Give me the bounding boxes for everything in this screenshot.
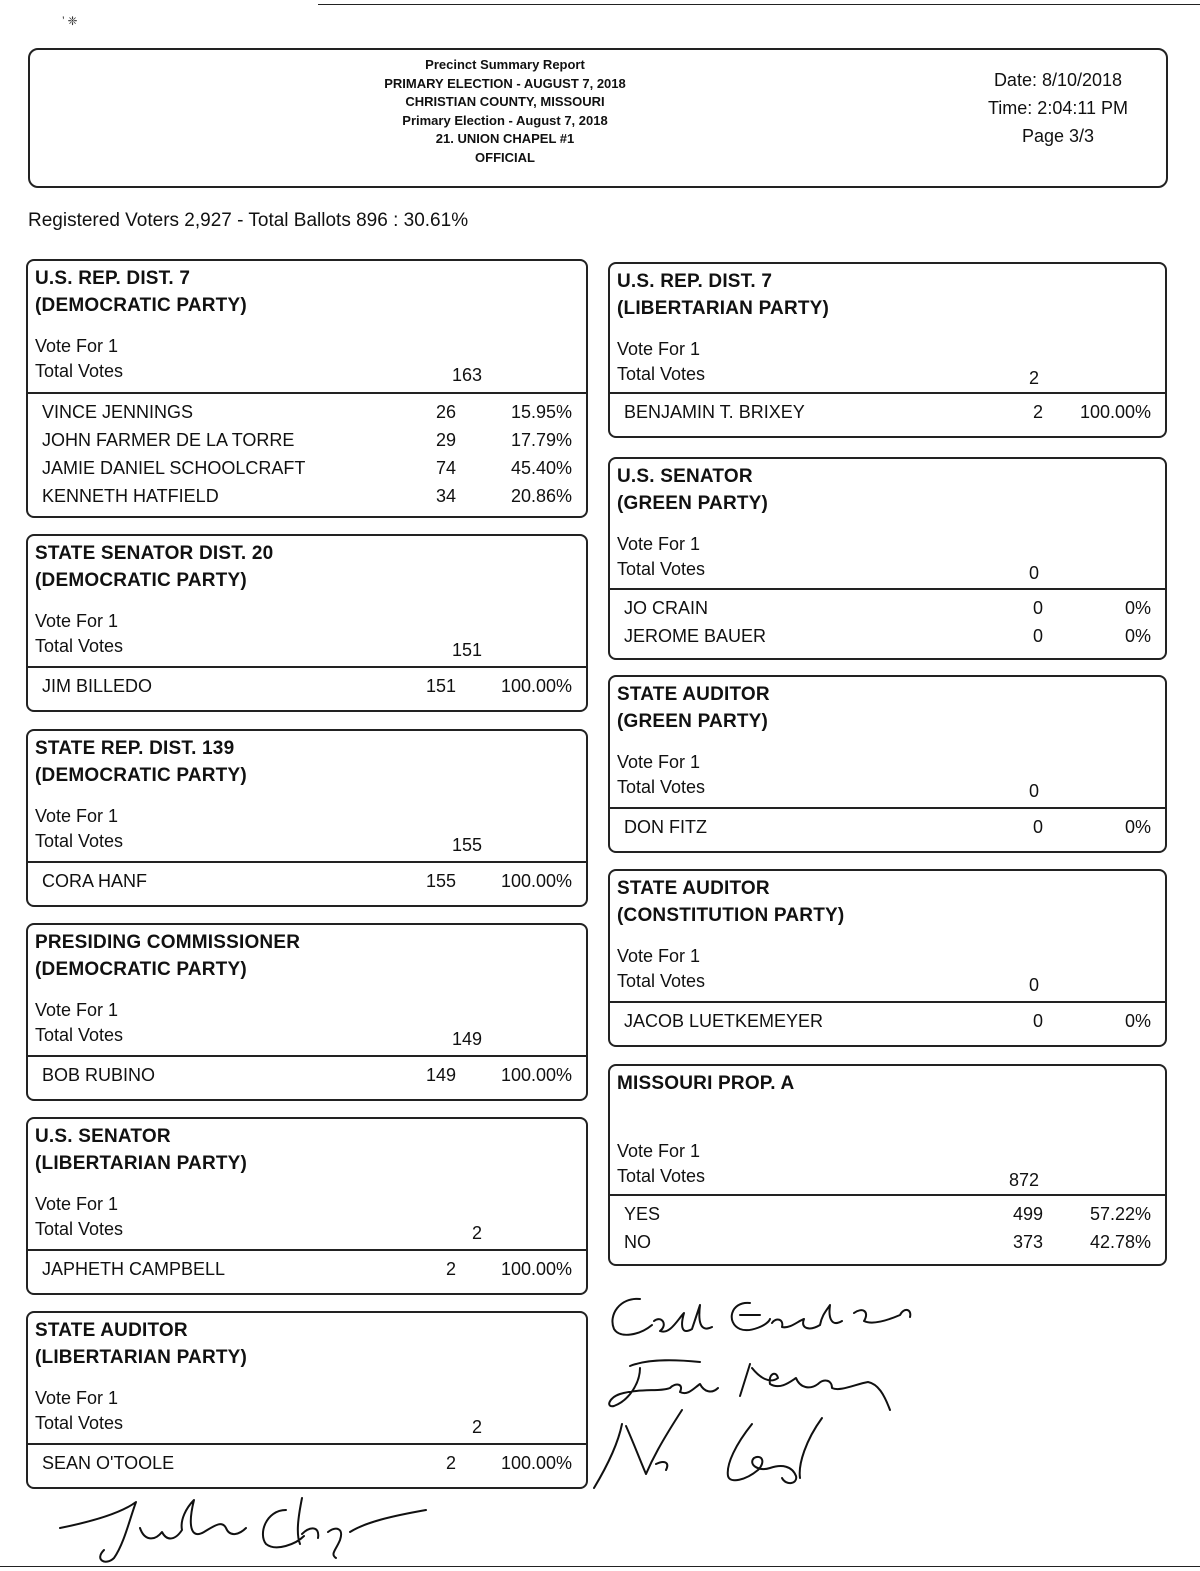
contest-office: U.S. SENATOR [617, 466, 753, 487]
candidate-name: VINCE JENNINGS [42, 402, 194, 422]
candidate-percent: 0% [1124, 817, 1151, 837]
signature-1 [600, 1285, 930, 1355]
total-votes-value: 2 [471, 1223, 482, 1243]
candidate-name: JEROME BAUER [624, 626, 767, 646]
contest-box [26, 259, 588, 518]
signature-4 [40, 1488, 430, 1570]
candidate-votes: 499 [1012, 1204, 1043, 1224]
candidate-row [28, 1255, 586, 1283]
contest-party: (DEMOCRATIC PARTY) [35, 959, 247, 980]
candidate-name: JO CRAIN [624, 598, 709, 618]
contest-office: U.S. SENATOR [35, 1126, 171, 1147]
candidate-percent: 100.00% [500, 1259, 572, 1279]
page-number: Page 3/3 [1021, 126, 1095, 146]
candidate-percent: 100.00% [500, 1453, 572, 1473]
candidate-percent: 100.00% [500, 871, 572, 891]
candidate-percent: 17.79% [510, 430, 572, 450]
total-votes-value: 872 [1008, 1170, 1039, 1190]
contest-office: STATE AUDITOR [35, 1320, 188, 1341]
vote-for-label: Vote For 1 [617, 1141, 701, 1161]
candidate-row [28, 482, 586, 510]
contest-party: (LIBERTARIAN PARTY) [35, 1347, 248, 1368]
candidate-votes: 373 [1012, 1232, 1043, 1252]
bottom-rule [0, 1566, 1200, 1567]
contest-box [26, 534, 588, 712]
total-votes-value: 149 [451, 1029, 482, 1049]
total-votes-label: Total Votes [617, 971, 706, 991]
contest-party: (DEMOCRATIC PARTY) [35, 765, 247, 786]
report-date: Date: 8/10/2018 [993, 70, 1123, 90]
total-votes-row [28, 634, 586, 662]
candidate-votes: 26 [435, 402, 456, 422]
total-votes-label: Total Votes [35, 1219, 124, 1239]
candidate-votes: 0 [1032, 1011, 1043, 1031]
candidate-row [610, 594, 1165, 622]
total-votes-row [610, 557, 1165, 585]
total-votes-row [28, 1411, 586, 1439]
report-title: Precinct Summary Report [425, 57, 585, 72]
report-header [28, 48, 1168, 188]
contest-office: MISSOURI PROP. A [617, 1073, 795, 1094]
total-votes-value: 163 [451, 365, 482, 385]
contest-party: (DEMOCRATIC PARTY) [35, 570, 247, 591]
candidate-name: JAMIE DANIEL SCHOOLCRAFT [42, 458, 306, 478]
candidate-votes: 29 [435, 430, 456, 450]
vote-for-label: Vote For 1 [617, 752, 701, 772]
vote-for-label: Vote For 1 [35, 336, 119, 356]
candidate-name: CORA HANF [42, 871, 148, 891]
candidate-row [610, 398, 1165, 426]
contest-party: (LIBERTARIAN PARTY) [617, 298, 830, 319]
candidate-votes: 149 [425, 1065, 456, 1085]
contest-office: PRESIDING COMMISSIONER [35, 932, 301, 953]
total-votes-row [610, 362, 1165, 390]
candidate-row [610, 1228, 1165, 1256]
candidate-row [610, 1007, 1165, 1035]
contest-office: STATE AUDITOR [617, 684, 770, 705]
vote-for-label: Vote For 1 [35, 806, 119, 826]
total-votes-row [28, 1023, 586, 1051]
candidate-percent: 100.00% [500, 676, 572, 696]
candidate-name: JOHN FARMER DE LA TORRE [42, 430, 295, 450]
candidate-row [28, 426, 586, 454]
candidate-row [28, 867, 586, 895]
candidate-votes: 34 [435, 486, 456, 506]
candidate-votes: 0 [1032, 817, 1043, 837]
vote-for-label: Vote For 1 [617, 534, 701, 554]
candidate-percent: 15.95% [510, 402, 572, 422]
report-time: Time: 2:04:11 PM [987, 98, 1129, 118]
contest-party: (GREEN PARTY) [617, 711, 769, 732]
total-votes-row [28, 1217, 586, 1245]
vote-for-label: Vote For 1 [35, 1194, 119, 1214]
vote-for-label: Vote For 1 [35, 1388, 119, 1408]
registered-voters-line: Registered Voters 2,927 - Total Ballots 896 : 30.61% [28, 210, 469, 231]
candidate-row [610, 622, 1165, 650]
candidate-percent: 45.40% [510, 458, 572, 478]
candidate-name: JACOB LUETKEMEYER [624, 1011, 824, 1031]
candidate-percent: 100.00% [1079, 402, 1151, 422]
scan-marks: ’ ❈ [62, 14, 78, 28]
candidate-percent: 100.00% [500, 1065, 572, 1085]
candidate-name: SEAN O'TOOLE [42, 1453, 175, 1473]
contest-box [26, 1311, 588, 1489]
candidate-votes: 0 [1032, 626, 1043, 646]
election-subtitle: Primary Election - August 7, 2018 [402, 112, 608, 128]
candidate-votes: 155 [425, 871, 456, 891]
vote-for-label: Vote For 1 [617, 946, 701, 966]
vote-for-label: Vote For 1 [35, 611, 119, 631]
candidate-name: KENNETH HATFIELD [42, 486, 219, 506]
vote-for-label: Vote For 1 [35, 1000, 119, 1020]
total-votes-row [28, 829, 586, 857]
candidate-name: BENJAMIN T. BRIXEY [624, 402, 805, 422]
contest-office: U.S. REP. DIST. 7 [617, 271, 773, 292]
total-votes-label: Total Votes [35, 361, 124, 381]
candidate-row [28, 454, 586, 482]
candidate-name: NO [624, 1232, 651, 1252]
total-votes-row [610, 1164, 1165, 1192]
candidate-percent: 42.78% [1089, 1232, 1151, 1252]
candidate-row [28, 672, 586, 700]
precinct-name: 21. UNION CHAPEL #1 [435, 131, 575, 146]
candidate-percent: 0% [1124, 598, 1151, 618]
candidate-name: DON FITZ [624, 817, 707, 837]
contest-box [26, 923, 588, 1101]
candidate-row [610, 1200, 1165, 1228]
contest-box [608, 869, 1167, 1047]
total-votes-value: 0 [1028, 563, 1039, 583]
contest-box [608, 675, 1167, 853]
contest-box [608, 262, 1167, 438]
candidate-name: YES [624, 1204, 661, 1224]
candidate-percent: 0% [1124, 626, 1151, 646]
contest-party: (GREEN PARTY) [617, 493, 769, 514]
total-votes-label: Total Votes [617, 1166, 706, 1186]
candidate-percent: 20.86% [510, 486, 572, 506]
contest-box [26, 1117, 588, 1295]
total-votes-value: 151 [451, 640, 482, 660]
county-name: CHRISTIAN COUNTY, MISSOURI [405, 94, 605, 109]
total-votes-label: Total Votes [35, 636, 124, 656]
total-votes-row [28, 359, 586, 387]
candidate-name: BOB RUBINO [42, 1065, 156, 1085]
top-rule [318, 4, 1200, 5]
total-votes-row [610, 775, 1165, 803]
total-votes-value: 2 [471, 1417, 482, 1437]
total-votes-value: 2 [1028, 368, 1039, 388]
candidate-votes: 2 [445, 1453, 456, 1473]
total-votes-label: Total Votes [35, 831, 124, 851]
total-votes-value: 155 [451, 835, 482, 855]
contest-office: STATE SENATOR DIST. 20 [35, 543, 274, 564]
contest-office: U.S. REP. DIST. 7 [35, 268, 191, 289]
candidate-votes: 151 [425, 676, 456, 696]
contest-party: (CONSTITUTION PARTY) [617, 905, 845, 926]
total-votes-label: Total Votes [617, 364, 706, 384]
signature-3 [586, 1404, 846, 1494]
candidate-votes: 74 [435, 458, 456, 478]
vote-for-label: Vote For 1 [617, 339, 701, 359]
report-title-block [340, 56, 670, 167]
contest-office: STATE AUDITOR [617, 878, 770, 899]
contest-party: (DEMOCRATIC PARTY) [35, 295, 247, 316]
total-votes-value: 0 [1028, 781, 1039, 801]
total-votes-label: Total Votes [35, 1025, 124, 1045]
total-votes-value: 0 [1028, 975, 1039, 995]
total-votes-label: Total Votes [617, 777, 706, 797]
candidate-name: JAPHETH CAMPBELL [42, 1259, 226, 1279]
total-votes-row [610, 969, 1165, 997]
election-name: PRIMARY ELECTION - AUGUST 7, 2018 [384, 75, 626, 91]
candidate-row [28, 1061, 586, 1089]
candidate-percent: 57.22% [1089, 1204, 1151, 1224]
candidate-name: JIM BILLEDO [42, 676, 153, 696]
candidate-percent: 0% [1124, 1011, 1151, 1031]
contest-party: (LIBERTARIAN PARTY) [35, 1153, 248, 1174]
contest-office: STATE REP. DIST. 139 [35, 738, 235, 759]
official-label: OFFICIAL [475, 149, 535, 165]
candidate-votes: 2 [1032, 402, 1043, 422]
candidate-row [610, 813, 1165, 841]
contest-box [26, 729, 588, 907]
total-votes-label: Total Votes [617, 559, 706, 579]
candidate-votes: 2 [445, 1259, 456, 1279]
total-votes-label: Total Votes [35, 1413, 124, 1433]
candidate-row [28, 398, 586, 426]
contest-box [608, 457, 1167, 660]
report-meta [958, 66, 1158, 150]
contest-box [608, 1064, 1167, 1266]
candidate-row [28, 1449, 586, 1477]
candidate-votes: 0 [1032, 598, 1043, 618]
